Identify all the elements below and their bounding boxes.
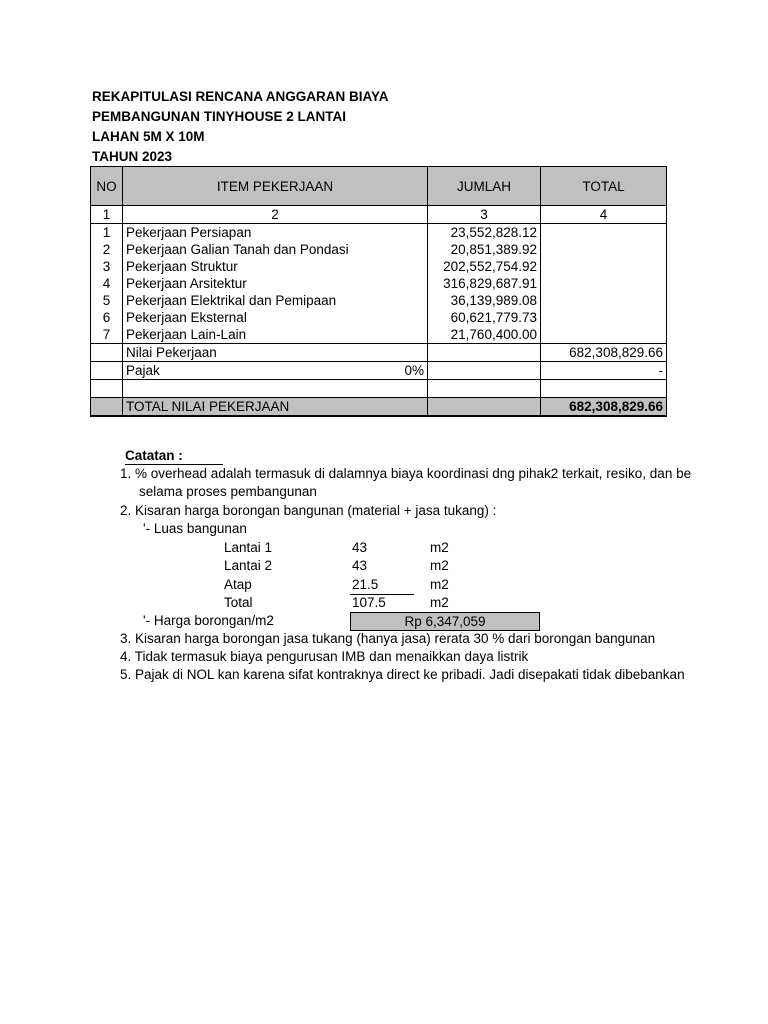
pajak-jumlah	[428, 362, 541, 380]
table-row	[91, 292, 667, 309]
row-item: Pekerjaan Arsitektur	[123, 275, 428, 292]
area-label: Atap	[224, 577, 252, 592]
pajak-value: -	[541, 362, 667, 380]
table-header-row	[91, 167, 667, 206]
row-total	[541, 309, 667, 326]
row-item: Pekerjaan Lain-Lain	[123, 326, 428, 344]
nilai-value: 682,308,829.66	[541, 344, 667, 362]
total-label: TOTAL NILAI PEKERJAAN	[123, 398, 428, 417]
row-jumlah: 202,552,754.92	[428, 258, 541, 275]
area-value: 43	[352, 540, 368, 555]
row-total	[541, 258, 667, 275]
total-jumlah	[428, 398, 541, 417]
row-total	[541, 292, 667, 309]
row-jumlah: 36,139,989.08	[428, 292, 541, 309]
row-no: 7	[91, 326, 123, 344]
row-total	[541, 275, 667, 292]
index-3: 3	[428, 206, 541, 224]
note-4: 4. Tidak termasuk biaya pengurusan IMB dan menaikkan daya listrik	[120, 649, 529, 665]
nilai-no	[91, 344, 123, 362]
luas-label: '- Luas bangunan	[143, 521, 247, 536]
row-no: 5	[91, 292, 123, 309]
area-value: 43	[352, 558, 368, 573]
pajak-row	[91, 362, 667, 380]
row-jumlah: 23,552,828.12	[428, 224, 541, 242]
area-unit: m2	[430, 577, 449, 592]
notes-section-2	[120, 630, 704, 685]
pajak-cell	[123, 362, 428, 380]
area-label: Total	[224, 595, 253, 610]
row-item: Pekerjaan Struktur	[123, 258, 428, 275]
note-2: 2. Kisaran harga borongan bangunan (material + jasa tukang) :	[120, 502, 497, 518]
title-line-1: REKAPITULASI RENCANA ANGGARAN BIAYA	[92, 89, 389, 104]
title-line-4: TAHUN 2023	[92, 149, 173, 164]
row-item: Pekerjaan Elektrikal dan Pemipaan	[123, 292, 428, 309]
budget-table	[90, 166, 667, 417]
table-row	[91, 326, 667, 344]
harga-value: Rp 6,347,059	[350, 612, 540, 631]
row-no: 6	[91, 309, 123, 326]
table-row	[91, 241, 667, 258]
pajak-percent: 0%	[404, 363, 424, 378]
notes-title: Catatan :	[125, 448, 223, 465]
title-line-2: PEMBANGUNAN TINYHOUSE 2 LANTAI	[92, 109, 347, 124]
row-total	[541, 241, 667, 258]
area-value: 21.5	[350, 576, 414, 595]
total-no	[91, 398, 123, 417]
total-value: 682,308,829.66	[541, 398, 667, 417]
header-jumlah: JUMLAH	[428, 167, 541, 206]
row-item: Pekerjaan Persiapan	[123, 224, 428, 242]
pajak-label: Pajak	[126, 363, 160, 378]
row-jumlah: 60,621,779.73	[428, 309, 541, 326]
area-label: Lantai 1	[224, 540, 273, 555]
header-item: ITEM PEKERJAAN	[123, 167, 428, 206]
row-item: Pekerjaan Galian Tanah dan Pondasi	[123, 241, 428, 258]
row-no: 2	[91, 241, 123, 258]
row-no: 3	[91, 258, 123, 275]
table-row	[91, 275, 667, 292]
area-label: Lantai 2	[224, 558, 273, 573]
table-row	[91, 309, 667, 326]
empty-cell	[123, 380, 428, 398]
row-jumlah: 316,829,687.91	[428, 275, 541, 292]
empty-cell	[91, 380, 123, 398]
nilai-label: Nilai Pekerjaan	[123, 344, 428, 362]
row-no: 4	[91, 275, 123, 292]
note-5: 5. Pajak di NOL kan karena sifat kontraknya direct ke pribadi. Jadi disepakati tidak dibebankan	[120, 667, 685, 683]
header-total: TOTAL	[541, 167, 667, 206]
table-row	[91, 258, 667, 275]
note-1-cont: selama proses pembangunan	[139, 484, 317, 500]
empty-row	[91, 380, 667, 398]
index-1: 1	[91, 206, 123, 224]
title-line-3: LAHAN 5M X 10M	[92, 129, 205, 144]
document-titles	[92, 87, 389, 167]
row-jumlah: 21,760,400.00	[428, 326, 541, 344]
row-total	[541, 224, 667, 242]
total-row	[91, 398, 667, 417]
area-unit: m2	[430, 595, 449, 610]
empty-cell	[428, 380, 541, 398]
index-4: 4	[541, 206, 667, 224]
empty-cell	[541, 380, 667, 398]
nilai-pekerjaan-row	[91, 344, 667, 362]
row-jumlah: 20,851,389.92	[428, 241, 541, 258]
note-3: 3. Kisaran harga borongan jasa tukang (hanya jasa) rerata 30 % dari borongan bangunan	[120, 631, 656, 646]
header-no: NO	[91, 167, 123, 206]
row-item: Pekerjaan Eksternal	[123, 309, 428, 326]
notes-section	[120, 447, 704, 520]
area-unit: m2	[430, 540, 449, 555]
column-index-row	[91, 206, 667, 224]
area-value: 107.5	[352, 595, 386, 610]
row-no: 1	[91, 224, 123, 242]
harga-label: '- Harga borongan/m2	[143, 613, 274, 628]
row-total	[541, 326, 667, 344]
area-unit: m2	[430, 558, 449, 573]
index-2: 2	[123, 206, 428, 224]
pajak-no	[91, 362, 123, 380]
table-row	[91, 224, 667, 242]
nilai-jumlah	[428, 344, 541, 362]
note-1: 1. % overhead adalah termasuk di dalamnya biaya koordinasi dng pihak2 terkait, resiko, dan be	[120, 466, 692, 482]
